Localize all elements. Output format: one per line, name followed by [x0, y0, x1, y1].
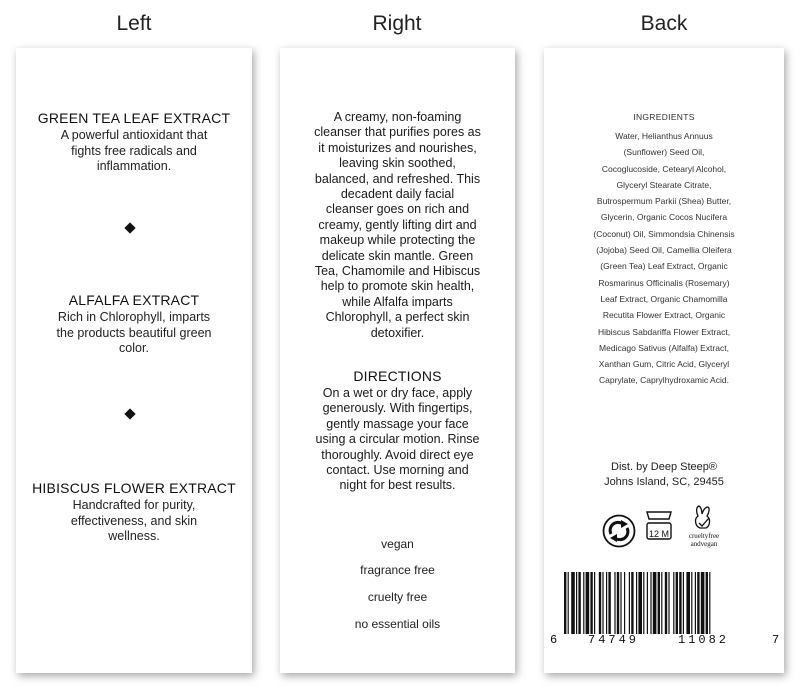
text-line: (Green Tea) Leaf Extract, Organic — [600, 261, 728, 272]
text-line: (Jojoba) Seed Oil, Camellia Oleifera — [596, 245, 732, 256]
barcode-lead-digit: 6 — [550, 633, 558, 647]
text-line: effectiveness, and skin — [70, 513, 198, 528]
text-line: wellness. — [108, 529, 160, 543]
barcode-bar — [629, 572, 630, 634]
barcode-bar — [614, 572, 615, 634]
text-line: Rosmarinus Officinalis (Rosemary) — [598, 277, 730, 288]
column-title-left: Left — [116, 12, 152, 35]
text-line: delicate skin mantle. Green — [321, 248, 474, 263]
text-line: cleanser goes on rich and — [325, 202, 470, 217]
ingredients-section — [544, 112, 784, 389]
barcode-bar — [695, 572, 696, 634]
text-line: Xanthan Gum, Citric Acid, Glyceryl — [598, 359, 730, 370]
barcode-bar — [620, 572, 621, 634]
text-line: cleanser that purifies pores as — [314, 125, 481, 140]
barcode-bar — [586, 572, 590, 634]
barcode-bar — [568, 572, 569, 634]
barcode-bar — [624, 572, 625, 634]
text-line: the products beautiful green — [56, 325, 212, 340]
directions-heading: DIRECTIONS — [353, 368, 442, 384]
barcode-bar — [564, 572, 566, 634]
barcode-bar — [686, 572, 690, 634]
column-title-back: Back — [640, 12, 688, 35]
text-line: contact. Use morning and — [326, 463, 469, 478]
barcode-bar — [658, 572, 660, 634]
barcode-bar — [594, 572, 595, 634]
text-line: Glyceryl Stearate Citrate, — [616, 179, 712, 190]
barcode-bar — [661, 572, 662, 634]
green-tea-section — [16, 110, 252, 175]
ingredients-heading: INGREDIENTS — [633, 112, 695, 122]
barcode-bar — [679, 572, 681, 634]
cruelty-free-label — [679, 532, 729, 548]
text-line: A powerful antioxidant that — [60, 128, 208, 142]
text-line: gently massage your face — [326, 416, 469, 431]
barcode-bar — [617, 572, 619, 634]
barcode-bar — [578, 572, 580, 634]
text-line: Butrospermum Parkii (Shea) Butter, — [596, 196, 732, 207]
hibiscus-section — [16, 480, 252, 545]
barcode-bar — [638, 572, 642, 634]
text-line: On a wet or dry face, apply — [322, 386, 473, 400]
barcode-check-digit: 7 — [772, 633, 780, 647]
diamond-divider-icon — [124, 222, 135, 233]
text-line: leaving skin soothed, — [339, 156, 456, 171]
barcode-bar — [697, 572, 699, 634]
text-line: while Alfalfa imparts — [342, 294, 453, 309]
left-panel — [16, 48, 252, 673]
barcode-bar — [665, 572, 667, 634]
barcode-bar — [606, 572, 607, 634]
jar-icon — [642, 508, 676, 548]
text-line: (Coconut) Oil, Simmondsia Chinensis — [593, 228, 735, 239]
barcode-bar — [590, 572, 592, 634]
barcode-bar — [608, 572, 610, 634]
text-line: creamy, gently lifting dirt and — [318, 217, 477, 232]
text-line: generously. With fingertips, — [322, 401, 473, 416]
text-line: Glycerin, Organic Cocos Nucifera — [600, 212, 728, 223]
alfalfa-description — [16, 310, 252, 357]
text-line: detoxifier. — [370, 325, 425, 340]
green-tea-heading: GREEN TEA LEAF EXTRACT — [37, 110, 231, 126]
barcode-bar — [691, 572, 692, 634]
distributor-info — [544, 460, 784, 490]
text-line: Leaf Extract, Organic Chamomilla — [600, 293, 728, 304]
barcode-bar — [602, 572, 603, 634]
attribute-vegan: vegan — [381, 537, 414, 551]
ingredients-list — [544, 128, 784, 389]
directions-section — [280, 368, 515, 494]
barcode-group-1: 74749 — [588, 633, 640, 647]
barcode-bar — [673, 572, 674, 634]
directions-text — [280, 386, 515, 494]
barcode-bar — [683, 572, 684, 634]
barcode-bar — [636, 572, 637, 634]
alfalfa-section — [16, 292, 252, 357]
barcode-bar — [576, 572, 577, 634]
text-line: (Sunflower) Seed Oil, — [623, 147, 705, 158]
text-line: Caprylate, Caprylhydroxamic Acid. — [599, 375, 729, 386]
barcode-bar — [571, 572, 575, 634]
green-tea-description — [16, 128, 252, 175]
product-description — [280, 110, 515, 341]
alfalfa-heading: ALFALFA EXTRACT — [68, 292, 200, 308]
barcode-bar — [706, 572, 708, 634]
barcode-bar — [643, 572, 644, 634]
barcode-bar — [668, 572, 669, 634]
barcode-bar — [631, 572, 633, 634]
recycle-icon — [602, 514, 636, 548]
pao-label: 12 M — [648, 529, 669, 539]
barcode-bar — [647, 572, 648, 634]
cruelty-free-line: crueltyfree — [688, 532, 720, 540]
text-line: makeup while protecting the — [319, 233, 476, 248]
barcode-bar — [650, 572, 651, 634]
barcode-bar — [653, 572, 657, 634]
text-line: Recutita Flower Extract, Organic — [602, 310, 726, 321]
text-line: using a circular motion. Rinse — [315, 432, 480, 447]
text-line: Cocoglucoside, Cetearyl Alcohol, — [601, 163, 727, 174]
barcode-bar — [599, 572, 601, 634]
hibiscus-heading: HIBISCUS FLOWER EXTRACT — [32, 480, 236, 496]
barcode-bar — [676, 572, 678, 634]
attribute-cruelty-free: cruelty free — [367, 590, 428, 604]
barcode-bar — [701, 572, 705, 634]
text-line: Handcrafted for purity, — [72, 498, 196, 512]
barcode-bar — [709, 572, 710, 634]
diamond-divider-icon — [124, 408, 135, 419]
barcode-bar — [583, 572, 584, 634]
text-line: thoroughly. Avoid direct eye — [321, 447, 474, 462]
text-line: inflammation. — [96, 159, 172, 173]
text-line: fights free radicals and — [71, 143, 197, 158]
text-line: Chlorophyll, a perfect skin — [325, 310, 470, 325]
right-panel — [280, 48, 515, 673]
text-line: night for best results. — [339, 478, 456, 493]
cruelty-free-line: andvegan — [690, 540, 718, 548]
attribute-no-essential-oils: no essential oils — [354, 617, 441, 631]
barcode-group-2: 11082 — [678, 633, 730, 647]
distributor-name: Dist. by Deep Steep® — [611, 461, 717, 473]
text-line: Tea, Chamomile and Hibiscus — [314, 264, 481, 279]
text-line: color. — [119, 341, 149, 355]
hibiscus-description — [16, 498, 252, 545]
text-line: decadent daily facial — [340, 187, 455, 202]
text-line: it moisturizes and nourishes, — [318, 140, 477, 155]
text-line: Rich in Chlorophyll, imparts — [57, 310, 211, 324]
text-line: Medicago Sativus (Alfalfa) Extract, — [599, 342, 729, 353]
column-title-right: Right — [372, 12, 422, 35]
distributor-address: Johns Island, SC, 29455 — [604, 476, 724, 488]
text-line: Water, Helianthus Annuus — [615, 131, 713, 141]
text-line: balanced, and refreshed. This — [314, 171, 481, 186]
bunny-icon — [689, 504, 719, 532]
barcode — [562, 572, 770, 634]
text-line: Hibiscus Sabdariffa Flower Extract, — [597, 326, 731, 337]
attribute-fragrance-free: fragrance free — [360, 563, 435, 577]
back-panel — [544, 48, 784, 673]
text-line: help to promote skin health, — [320, 279, 475, 294]
text-line: A creamy, non-foaming — [333, 110, 462, 124]
